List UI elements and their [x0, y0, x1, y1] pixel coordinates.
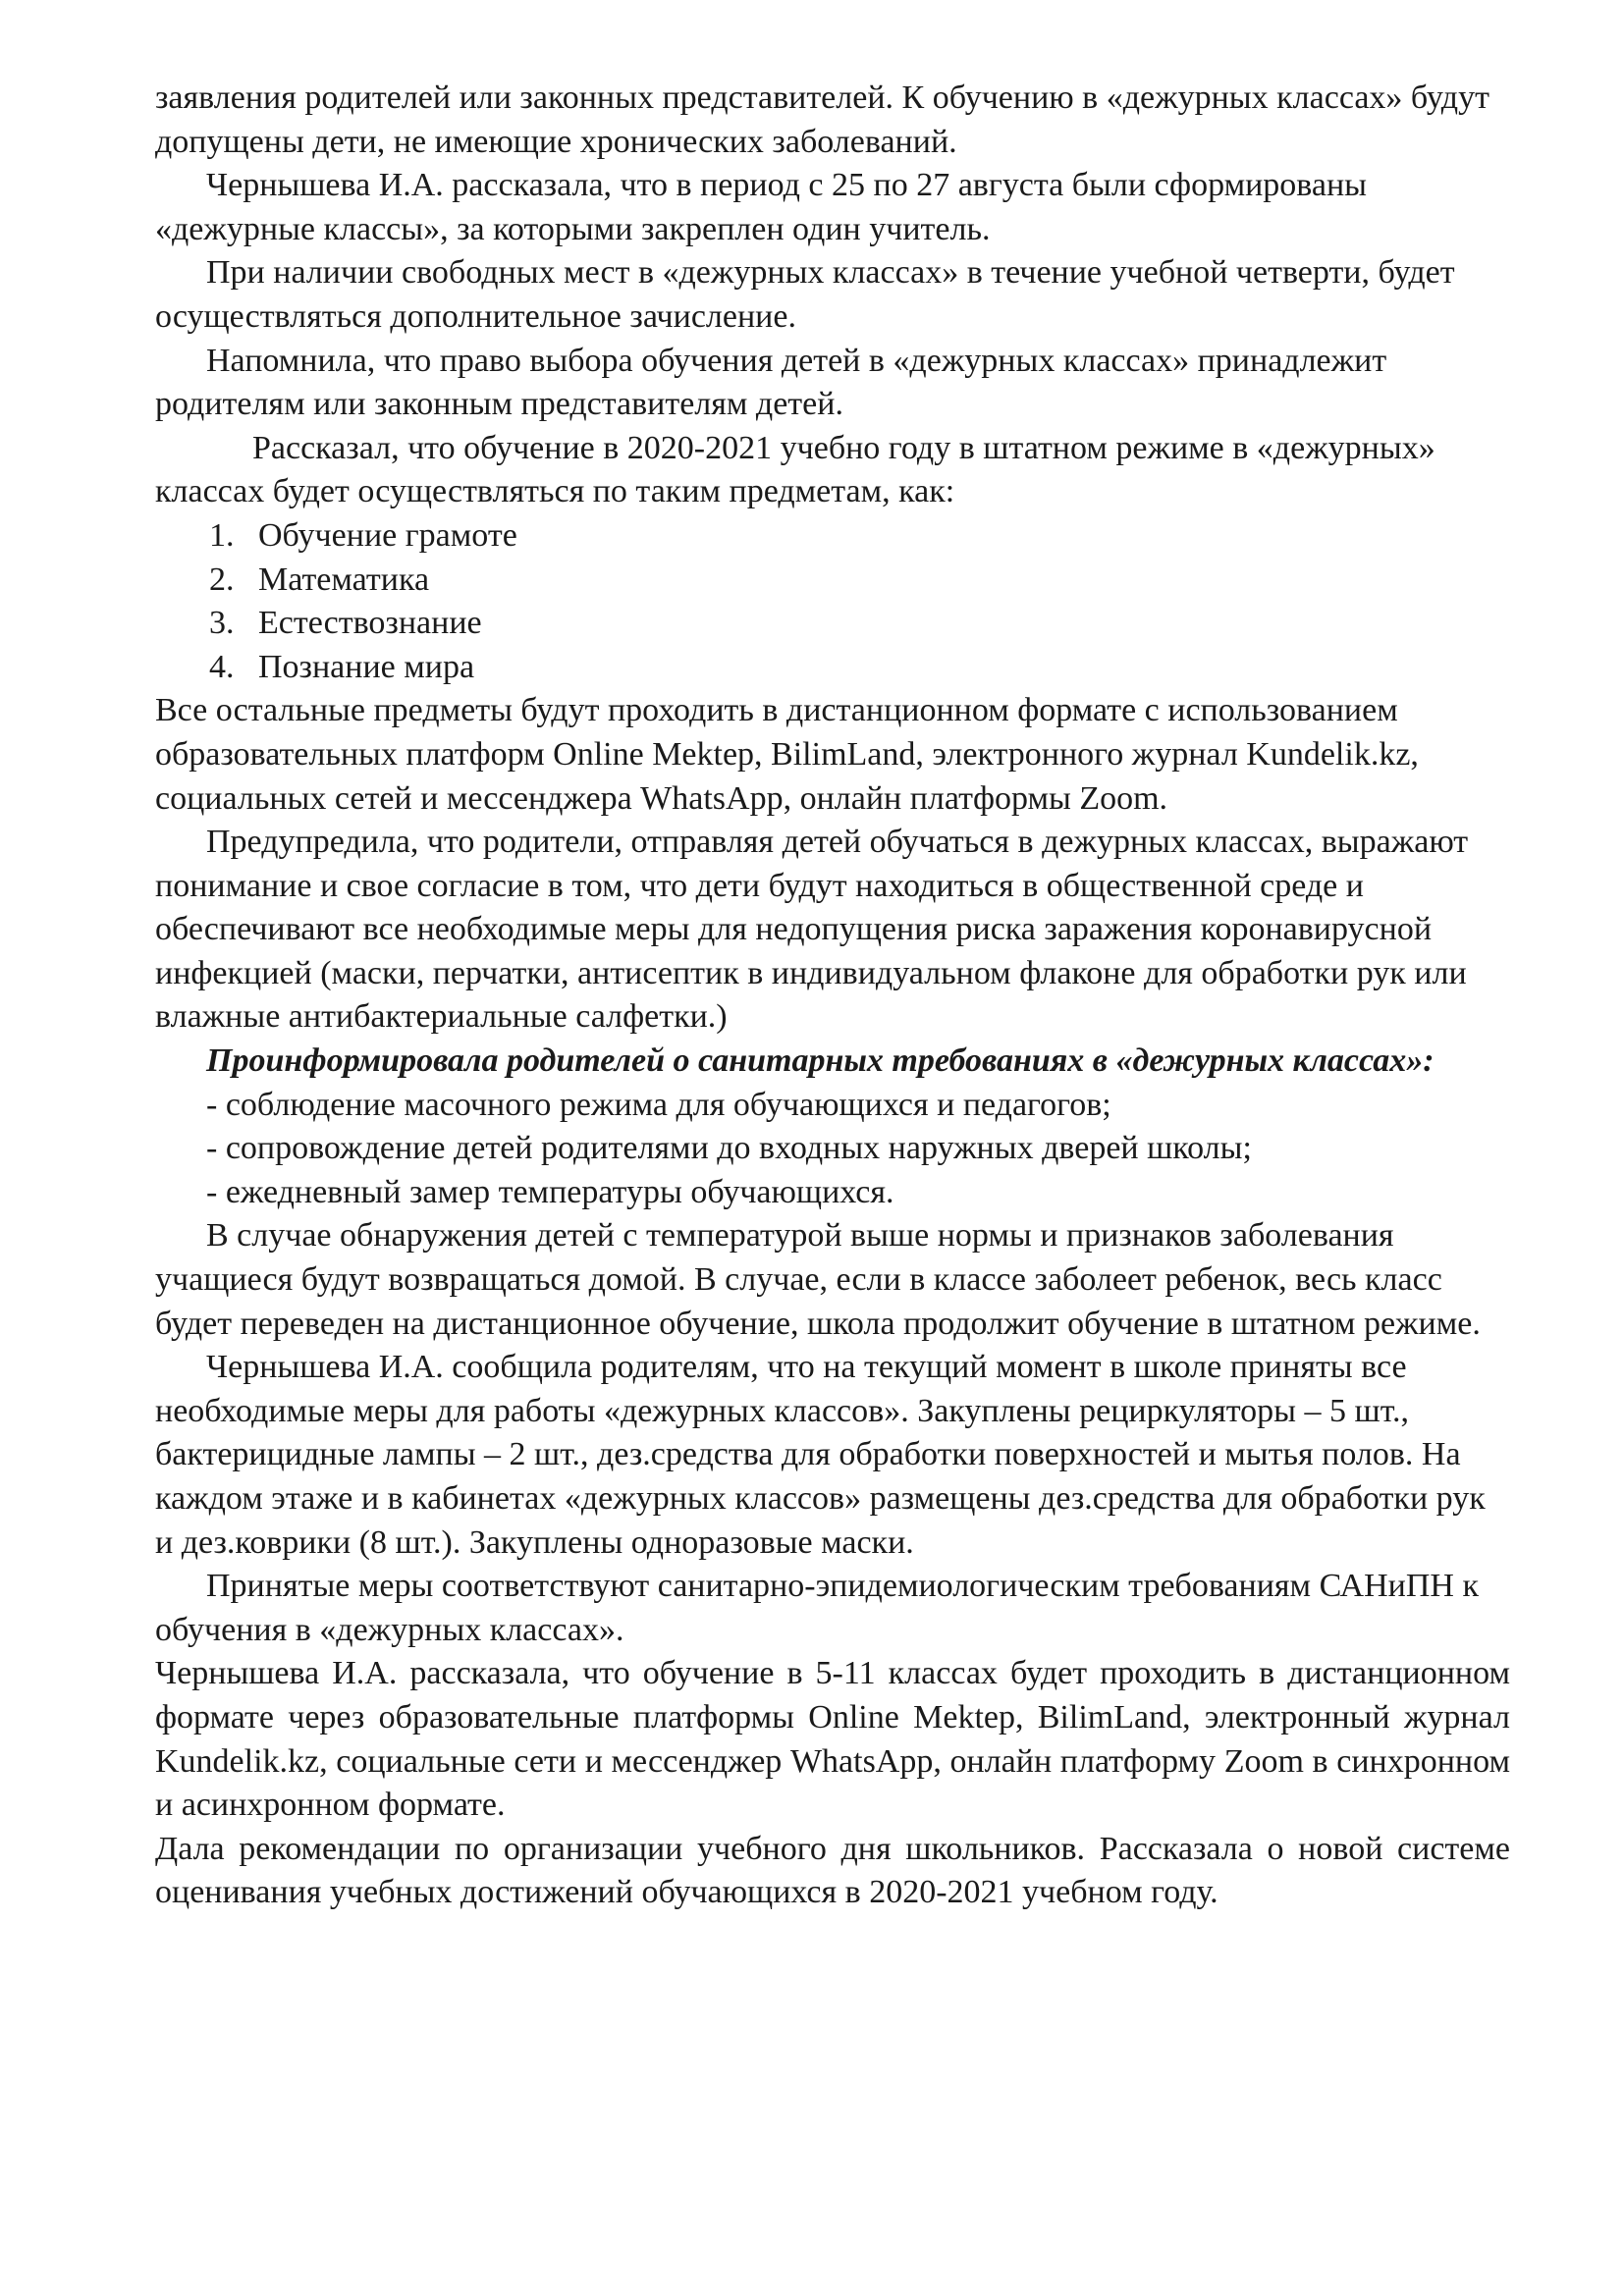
list-item-label: Математика	[258, 561, 430, 598]
list-item-label: Познание мира	[258, 648, 475, 685]
list-item: - соблюдение масочного режима для обучающихся и педагогов;	[206, 1086, 1111, 1123]
paragraph-recommendations: Дала рекомендации по организации учебного дня школьников. Рассказала о новой системе оценивания учебных достижений обучающихся в 2020-2021 учебном году.	[155, 1830, 1510, 1911]
list-item: - ежедневный замер температуры обучающихся.	[206, 1173, 894, 1210]
paragraph-compliance: Принятые меры соответствуют санитарно-эпидемиологическим требованиям САНиПН к обучения в «дежурных классах».	[155, 1568, 1479, 1648]
paragraph-temperature: В случае обнаружения детей с температурой выше нормы и признаков заболевания учащиеся будут возвращаться домой. В случае, если в классе заболеет ребенок, весь класс будет переведен на дистанционное обучение, школа продолжит обучение в штатном режиме.	[155, 1217, 1481, 1342]
paragraph-admission: заявления родителей или законных представителей. К обучению в «дежурных классах» будут допущены дети, не имеющие хронических заболеваний.	[155, 80, 1489, 160]
list-item	[209, 559, 1510, 603]
list-item	[209, 514, 1510, 559]
list-number: 1.	[209, 516, 235, 554]
paragraph-measures: Чернышева И.А. сообщила родителям, что на текущий момент в школе приняты все необходимые меры для работы «дежурных классов». Закуплены рециркуляторы – 5 шт., бактерицидные лампы – 2 шт., дез.средства для обработки поверхностей и мытья полов. На каждом этаже и в кабинетах «дежурных классов» размещены дез.средства для обработки рук и дез.коврики (8 шт.). Закуплены одноразовые маски.	[155, 1349, 1486, 1561]
paragraph-remote-subjects: Все остальные предметы будут проходить в дистанционном формате с использованием образовательных платформ Online Mektep, BilimLand, электронного журнал Kundelik.kz, социальных сетей и мессенджера WhatsApp, онлайн платформы Zoom.	[155, 692, 1419, 817]
paragraph-additional-enrollment: При наличии свободных мест в «дежурных классах» в течение учебной четверти, будет осуществляться дополнительное зачисление.	[155, 254, 1455, 335]
list-item-label: Обучение грамоте	[258, 516, 517, 554]
list-number: 3.	[209, 605, 235, 642]
list-number: 2.	[209, 561, 235, 598]
paragraph-subjects-intro: Рассказал, что обучение в 2020-2021 учебно году в штатном режиме в «дежурных» классах будет осуществляться по таким предметам, как:	[155, 429, 1435, 510]
document-page	[155, 77, 1510, 1915]
list-item	[209, 602, 1510, 646]
requirements-list	[155, 1084, 1510, 1215]
list-item	[209, 646, 1510, 690]
list-item-label: Естествознание	[258, 605, 482, 642]
paragraph-grades-5-11: Чернышева И.А. рассказала, что обучение в 5-11 классах будет проходить в дистанционном формате через образовательные платформы Online Mektep, BilimLand, электронный журнал Kundelik.kz, социальные сети и мессенджер WhatsApp, онлайн платформу Zoom в синхронном и асинхронном формате.	[155, 1655, 1510, 1824]
subjects-list	[155, 514, 1510, 689]
section-heading-sanitary: Проинформировала родителей о санитарных требованиях в «дежурных классах»:	[206, 1042, 1435, 1080]
list-item: - сопровождение детей родителями до входных наружных дверей школы;	[206, 1130, 1252, 1167]
paragraph-parent-warning: Предупредила, что родители, отправляя детей обучаться в дежурных классах, выражают понимание и свое согласие в том, что дети будут находиться в общественной среде и обеспечивают все необходимые меры для недопущения риска заражения коронавирусной инфекцией (маски, перчатки, антисептик в индивидуальном флаконе для обработки рук или влажные антибактериальные салфетки.)	[155, 824, 1469, 1036]
list-number: 4.	[209, 648, 235, 685]
paragraph-classes-formed: Чернышева И.А. рассказала, что в период с 25 по 27 августа были сформированы «дежурные классы», за которыми закреплен один учитель.	[155, 167, 1368, 247]
paragraph-parent-choice: Напомнила, что право выбора обучения детей в «дежурных классах» принадлежит родителям или законным представителям детей.	[155, 342, 1387, 423]
